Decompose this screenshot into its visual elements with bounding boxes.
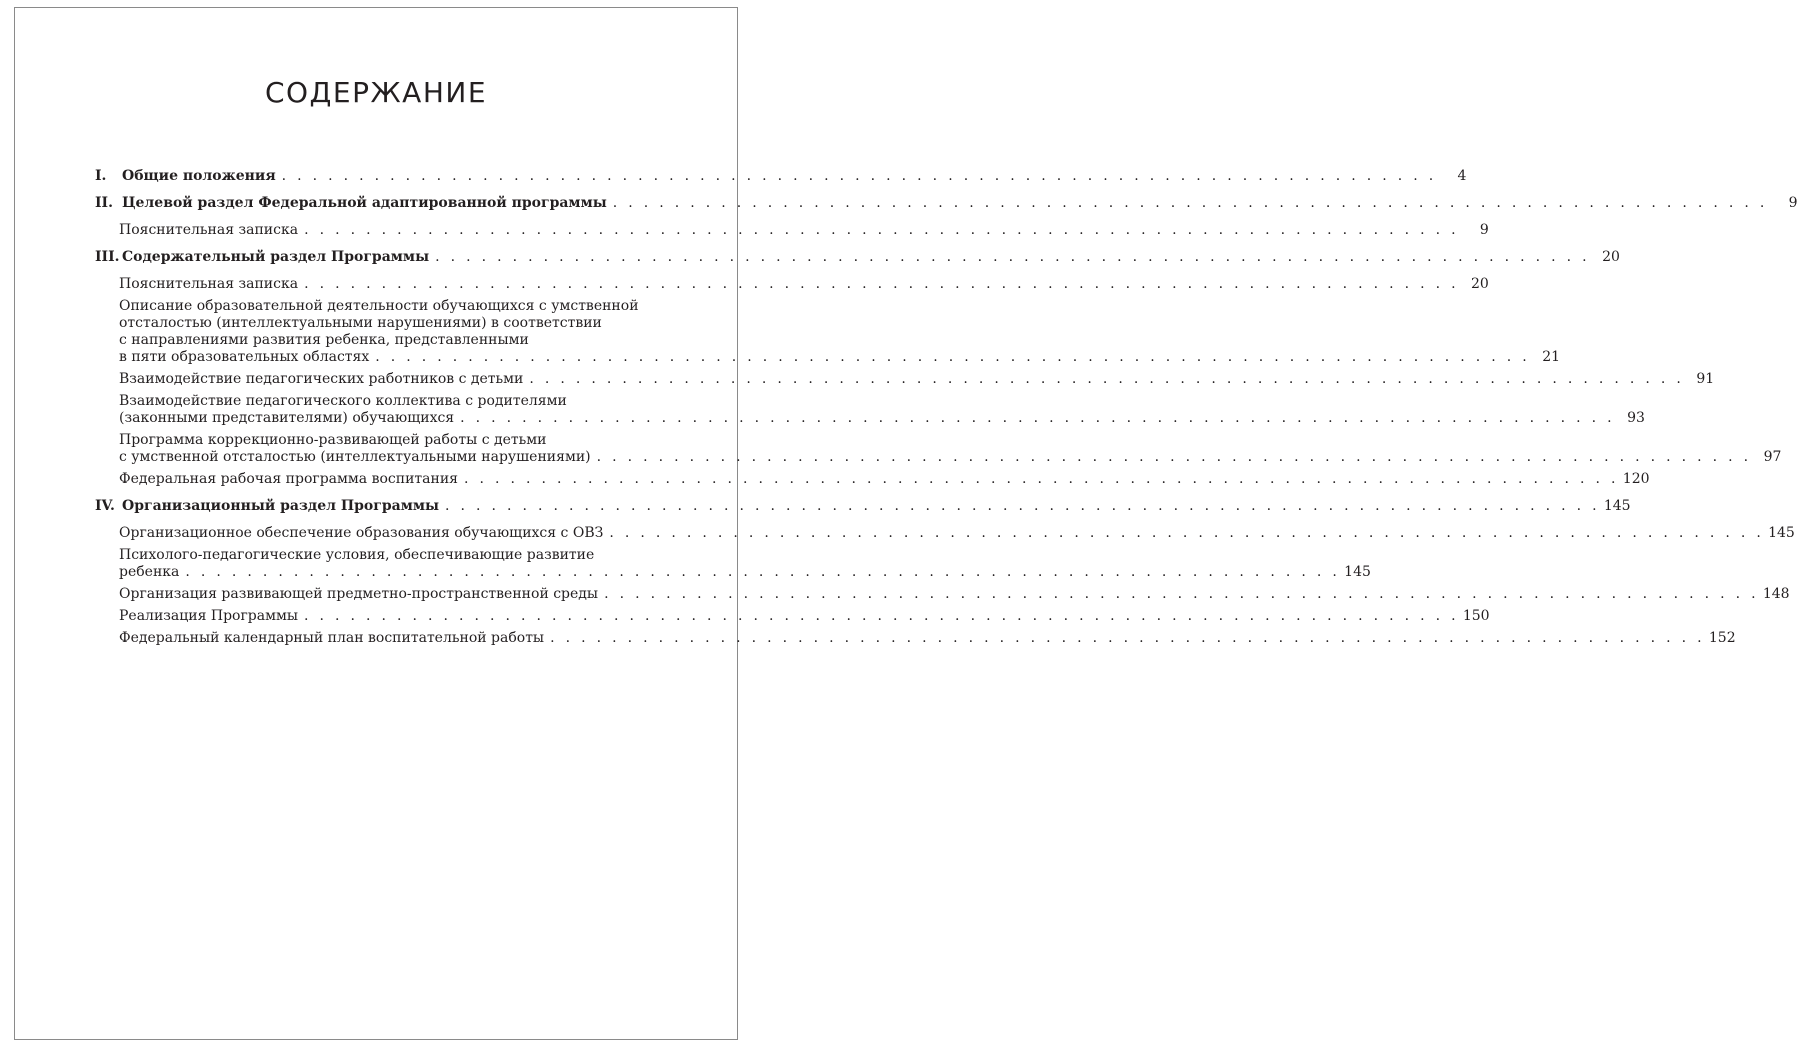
toc-entry	[95, 432, 1782, 466]
dot-leader: . . . . . . . . . . . . . . . . . . . . . . . . . . . . . . . . . . . . . . . . . . . . . . . . . . . . . . . . . . . . . . . . . . . . . . . . . . .	[464, 471, 1619, 487]
dot-leader: . . . . . . . . . . . . . . . . . . . . . . . . . . . . . . . . . . . . . . . . . . . . . . . . . . . . . . . . . . . . . . . . . . . . . . . . . . .	[304, 222, 1459, 238]
page-number: 145	[1768, 525, 1795, 541]
toc-entry-title: с умственной отсталостью (интеллектуальными нарушениями)	[119, 449, 591, 465]
toc-entry-title: (законными представителями) обучающихся	[119, 410, 455, 426]
toc-entry-title: Федеральная рабочая программа воспитания	[119, 471, 458, 487]
page-number: 120	[1622, 471, 1650, 487]
dot-leader: . . . . . . . . . . . . . . . . . . . . . . . . . . . . . . . . . . . . . . . . . . . . . . . . . . . . . . . . . . . . . . . . . . . . . . . . . . .	[445, 498, 1600, 514]
toc-section-3	[95, 249, 1620, 266]
toc-entry-title: Взаимодействие педагогических работников с детьми	[119, 371, 524, 387]
toc-entry-title: в пяти образовательных областях	[119, 349, 370, 365]
toc-entry-line: Программа коррекционно-развивающей работы с детьми	[119, 432, 547, 448]
document-page	[14, 7, 1798, 1040]
toc-entry-title: Организационное обеспечение образования обучающихся с ОВЗ	[119, 525, 604, 541]
page-number: 145	[1344, 564, 1371, 580]
page-number: 20	[1602, 249, 1620, 265]
toc-entry	[95, 298, 1561, 366]
toc-entry-title: Общие положения	[122, 168, 276, 184]
page-number: 97	[1763, 449, 1782, 465]
section-number: II.	[95, 195, 113, 211]
dot-leader: . . . . . . . . . . . . . . . . . . . . . . . . . . . . . . . . . . . . . . . . . . . . . . . . . . . . . . . . . . . . . . . . . . . . . . . . . . .	[550, 630, 1705, 646]
toc-entry-line: с направлениями развития ребенка, представленными	[119, 332, 529, 348]
toc-entry	[95, 222, 1489, 239]
page-number: 150	[1462, 608, 1490, 624]
section-number: I.	[95, 168, 107, 184]
toc-entry	[95, 471, 1650, 488]
toc-entry-title: Целевой раздел Федеральной адаптированной программы	[122, 195, 607, 211]
toc-entry	[95, 393, 1645, 427]
table-of-contents	[95, 168, 1798, 647]
page-number: 152	[1708, 630, 1736, 646]
page-number: 145	[1603, 498, 1631, 514]
dot-leader: . . . . . . . . . . . . . . . . . . . . . . . . . . . . . . . . . . . . . . . . . . . . . . . . . . . . . . . . . . . . . . . . . . . . . . . . . . .	[529, 371, 1685, 387]
dot-leader: . . . . . . . . . . . . . . . . . . . . . . . . . . . . . . . . . . . . . . . . . . . . . . . . . . . . . . . . . . . . . . . . . . . . . . . . . . .	[460, 410, 1615, 426]
toc-section-1	[95, 168, 1467, 185]
toc-entry-title: Содержательный раздел Программы	[122, 249, 430, 265]
toc-entry-title: Реализация Программы	[119, 608, 299, 624]
dot-leader: . . . . . . . . . . . . . . . . . . . . . . . . . . . . . . . . . . . . . . . . . . . . . . . . . . . . . . . . . . . . . . . . . . . . . . . . . . .	[304, 276, 1459, 292]
toc-entry-title: Пояснительная записка	[119, 276, 299, 292]
toc-entry-title: Организация развивающей предметно-пространственной среды	[119, 586, 599, 602]
section-number: III.	[95, 249, 120, 265]
toc-entry-line: Описание образовательной деятельности обучающихся с умственной	[119, 298, 639, 314]
dot-leader: . . . . . . . . . . . . . . . . . . . . . . . . . . . . . . . . . . . . . . . . . . . . . . . . . . . . . . . . . . . . . . . . . . . . . . . . . . .	[435, 249, 1590, 265]
toc-entry	[95, 547, 1371, 581]
page-number: 20	[1471, 276, 1489, 292]
page-number: 93	[1627, 410, 1645, 426]
page-title: СОДЕРЖАНИЕ	[264, 76, 488, 109]
toc-entry-line: Взаимодействие педагогического коллектива с родителями	[119, 393, 567, 409]
toc-entry	[95, 371, 1715, 388]
dot-leader: . . . . . . . . . . . . . . . . . . . . . . . . . . . . . . . . . . . . . . . . . . . . . . . . . . . . . . . . . . . . . . . . . . . . . . . . . . .	[596, 449, 1752, 465]
section-number: IV.	[95, 498, 115, 514]
toc-entry	[95, 525, 1795, 542]
toc-section-4	[95, 498, 1631, 515]
toc-entry-line: Психолого-педагогические условия, обеспечивающие развитие	[119, 547, 595, 563]
page-number: 91	[1696, 371, 1715, 387]
dot-leader: . . . . . . . . . . . . . . . . . . . . . . . . . . . . . . . . . . . . . . . . . . . . . . . . . . . . . . . . . . . . . . . . . . . . . . . . . . .	[612, 195, 1768, 211]
toc-section-2	[95, 195, 1798, 212]
dot-leader: . . . . . . . . . . . . . . . . . . . . . . . . . . . . . . . . . . . . . . . . . . . . . . . . . . . . . . . . . . . . . . . . . . . . . . . . . . .	[281, 168, 1437, 184]
page-number: 9	[1479, 222, 1489, 238]
dot-leader: . . . . . . . . . . . . . . . . . . . . . . . . . . . . . . . . . . . . . . . . . . . . . . . . . . . . . . . . . . . . . . . . . . . . . . . . . . .	[375, 349, 1531, 365]
page-number: 9	[1788, 195, 1798, 211]
page-number: 4	[1457, 168, 1467, 184]
dot-leader: . . . . . . . . . . . . . . . . . . . . . . . . . . . . . . . . . . . . . . . . . . . . . . . . . . . . . . . . . . . . . . . . . . . . . . . . . . .	[304, 608, 1459, 624]
dot-leader: . . . . . . . . . . . . . . . . . . . . . . . . . . . . . . . . . . . . . . . . . . . . . . . . . . . . . . . . . . . . . . . . . . . . . . . . . . .	[604, 586, 1759, 602]
toc-entry	[95, 608, 1490, 625]
toc-entry	[95, 630, 1736, 647]
toc-entry	[95, 586, 1790, 603]
toc-entry-title: Организационный раздел Программы	[122, 498, 440, 514]
dot-leader: . . . . . . . . . . . . . . . . . . . . . . . . . . . . . . . . . . . . . . . . . . . . . . . . . . . . . . . . . . . . . . . . . . . . . . . . . . .	[609, 525, 1765, 541]
page-number: 148	[1762, 586, 1790, 602]
toc-entry-title: Пояснительная записка	[119, 222, 299, 238]
dot-leader: . . . . . . . . . . . . . . . . . . . . . . . . . . . . . . . . . . . . . . . . . . . . . . . . . . . . . . . . . . . . . . . . . . . . . . . . . . .	[185, 564, 1341, 580]
page-number: 21	[1542, 349, 1561, 365]
toc-entry	[95, 276, 1489, 293]
toc-entry-title: Федеральный календарный план воспитательной работы	[119, 630, 545, 646]
toc-entry-line: отсталостью (интеллектуальными нарушениями) в соответствии	[119, 315, 602, 331]
toc-entry-title: ребенка	[119, 564, 180, 580]
